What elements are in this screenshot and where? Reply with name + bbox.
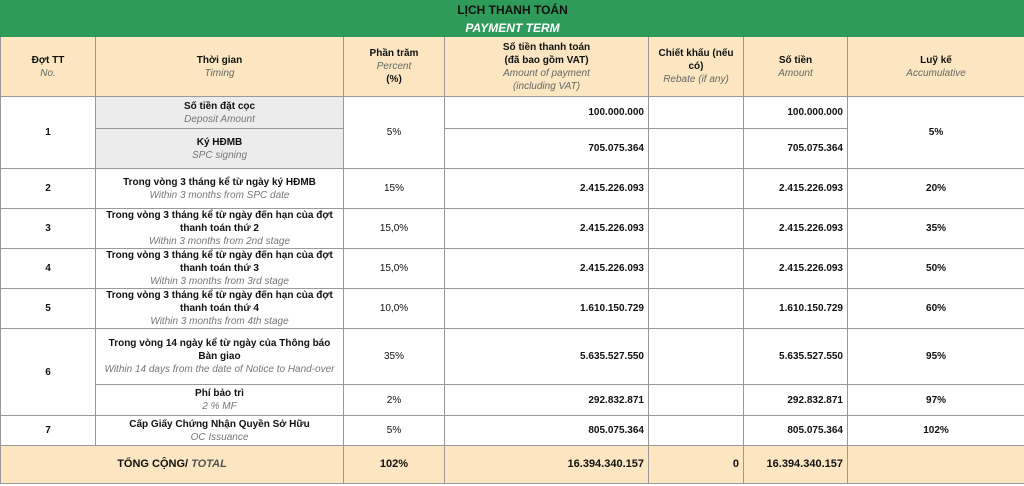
timing-cell bbox=[96, 169, 344, 209]
timing-vi: Trong vòng 3 tháng kể từ ngày đến hạn của đợt thanh toán thứ 4 bbox=[106, 290, 333, 314]
stage-no: 2 bbox=[1, 169, 96, 209]
stage-no: 3 bbox=[1, 209, 96, 249]
header-row bbox=[1, 37, 1024, 97]
timing-vi: Trong vòng 3 tháng kể từ ngày ký HĐMB bbox=[123, 176, 316, 188]
timing-cell bbox=[96, 129, 344, 169]
amount-vat-cell: 1.610.150.729 bbox=[445, 289, 649, 329]
amount-vat-cell: 2.415.226.093 bbox=[445, 249, 649, 289]
header-cumulative-vi: Luỹ kế bbox=[920, 54, 952, 66]
cumulative-cell: 5% bbox=[848, 97, 1024, 169]
total-label-vi: TỔNG CỘNG/ bbox=[117, 458, 189, 470]
table-row bbox=[1, 97, 1024, 129]
amount-cell: 1.610.150.729 bbox=[744, 289, 848, 329]
rebate-cell bbox=[649, 97, 744, 129]
header-percent-vi: Phần trăm bbox=[369, 48, 419, 59]
table-row bbox=[1, 385, 1024, 416]
total-amount-vat: 16.394.340.157 bbox=[445, 446, 649, 484]
total-percent: 102% bbox=[344, 446, 445, 484]
timing-en: Deposit Amount bbox=[184, 113, 255, 125]
header-amount-vat-vi2: (đã bao gồm VAT) bbox=[504, 54, 589, 66]
table-subtitle: PAYMENT TERM bbox=[1, 20, 1024, 37]
total-rebate: 0 bbox=[649, 446, 744, 484]
timing-vi: Ký HĐMB bbox=[196, 136, 243, 148]
timing-cell bbox=[96, 385, 344, 416]
percent-cell: 15% bbox=[344, 169, 445, 209]
cumulative-cell: 102% bbox=[848, 416, 1024, 446]
header-no-vi: Đợt TT bbox=[31, 54, 65, 66]
total-amount: 16.394.340.157 bbox=[744, 446, 848, 484]
header-amount-vat bbox=[445, 37, 649, 97]
amount-vat-cell: 705.075.364 bbox=[445, 129, 649, 169]
timing-cell bbox=[96, 97, 344, 129]
header-cumulative-en: Accumulative bbox=[906, 67, 966, 79]
header-amount-vi: Số tiền bbox=[778, 54, 813, 66]
cumulative-cell: 60% bbox=[848, 289, 1024, 329]
percent-cell: 5% bbox=[344, 416, 445, 446]
timing-en: OC Issuance bbox=[190, 431, 249, 443]
header-amount bbox=[744, 37, 848, 97]
timing-vi: Số tiền đặt cọc bbox=[183, 100, 256, 112]
timing-cell bbox=[96, 209, 344, 249]
timing-en: Within 3 months from 2nd stage bbox=[148, 236, 291, 247]
rebate-cell bbox=[649, 249, 744, 289]
percent-cell: 2% bbox=[344, 385, 445, 416]
stage-no: 5 bbox=[1, 289, 96, 329]
header-cumulative bbox=[848, 37, 1024, 97]
header-amount-vat-en2: (including VAT) bbox=[512, 80, 581, 92]
percent-cell: 10,0% bbox=[344, 289, 445, 329]
timing-vi: Trong vòng 3 tháng kể từ ngày đến hạn của đợt thanh toán thứ 2 bbox=[106, 210, 333, 234]
header-no-en: No. bbox=[40, 67, 56, 79]
cumulative-cell: 20% bbox=[848, 169, 1024, 209]
table-row bbox=[1, 289, 1024, 329]
rebate-cell bbox=[649, 416, 744, 446]
timing-en: 2 % MF bbox=[202, 401, 237, 412]
timing-cell bbox=[96, 416, 344, 446]
table-row bbox=[1, 249, 1024, 289]
rebate-cell bbox=[649, 329, 744, 385]
stage-no: 6 bbox=[1, 329, 96, 416]
stage-no: 7 bbox=[1, 416, 96, 446]
timing-cell bbox=[96, 249, 344, 289]
header-rebate-vi: Chiết khấu (nếu có) bbox=[658, 48, 734, 72]
percent-cell: 15,0% bbox=[344, 209, 445, 249]
table-row bbox=[1, 416, 1024, 446]
cumulative-cell: 95% bbox=[848, 329, 1024, 385]
timing-cell bbox=[96, 289, 344, 329]
amount-cell: 100.000.000 bbox=[744, 97, 848, 129]
amount-vat-cell: 100.000.000 bbox=[445, 97, 649, 129]
total-cumulative bbox=[848, 446, 1024, 484]
stage-no: 4 bbox=[1, 249, 96, 289]
timing-en: Within 3 months from 4th stage bbox=[150, 316, 289, 327]
header-timing-en: Timing bbox=[204, 67, 235, 79]
rebate-cell bbox=[649, 209, 744, 249]
stage-no: 1 bbox=[1, 97, 96, 169]
header-rebate bbox=[649, 37, 744, 97]
timing-vi: Trong vòng 3 tháng kể từ ngày đến hạn của đợt thanh toán thứ 3 bbox=[106, 250, 333, 274]
header-timing bbox=[96, 37, 344, 97]
total-label bbox=[1, 446, 344, 484]
amount-cell: 292.832.871 bbox=[744, 385, 848, 416]
timing-en: Within 3 months from 3rd stage bbox=[150, 276, 289, 287]
table-title: LỊCH THANH TOÁN bbox=[1, 1, 1024, 20]
timing-cell bbox=[96, 329, 344, 385]
amount-cell: 2.415.226.093 bbox=[744, 209, 848, 249]
header-amount-vat-vi1: Số tiền thanh toán bbox=[502, 41, 591, 53]
cumulative-cell: 97% bbox=[848, 385, 1024, 416]
amount-cell: 2.415.226.093 bbox=[744, 169, 848, 209]
header-no bbox=[1, 37, 96, 97]
amount-vat-cell: 5.635.527.550 bbox=[445, 329, 649, 385]
timing-en: Within 3 months from SPC date bbox=[149, 189, 290, 201]
amount-cell: 2.415.226.093 bbox=[744, 249, 848, 289]
total-label-en: TOTAL bbox=[191, 458, 227, 470]
total-row bbox=[1, 446, 1024, 484]
amount-vat-cell: 2.415.226.093 bbox=[445, 169, 649, 209]
amount-cell: 705.075.364 bbox=[744, 129, 848, 169]
header-rebate-en: Rebate (if any) bbox=[663, 74, 729, 85]
rebate-cell bbox=[649, 169, 744, 209]
header-percent bbox=[344, 37, 445, 97]
header-percent-unit: (%) bbox=[386, 74, 402, 85]
timing-en: Within 14 days from the date of Notice to Hand-over bbox=[104, 364, 335, 375]
timing-vi: Trong vòng 14 ngày kể từ ngày của Thông báo Bàn giao bbox=[108, 338, 331, 362]
rebate-cell bbox=[649, 385, 744, 416]
header-amount-en: Amount bbox=[778, 67, 813, 79]
timing-vi: Cấp Giấy Chứng Nhận Quyền Sở Hữu bbox=[129, 418, 310, 430]
amount-vat-cell: 2.415.226.093 bbox=[445, 209, 649, 249]
timing-en: SPC signing bbox=[191, 149, 248, 161]
header-timing-vi: Thời gian bbox=[196, 54, 243, 66]
amount-vat-cell: 292.832.871 bbox=[445, 385, 649, 416]
table-row bbox=[1, 329, 1024, 385]
table-row bbox=[1, 169, 1024, 209]
rebate-cell bbox=[649, 129, 744, 169]
timing-vi: Phí bảo trì bbox=[195, 388, 244, 399]
amount-cell: 5.635.527.550 bbox=[744, 329, 848, 385]
percent-cell: 35% bbox=[344, 329, 445, 385]
amount-vat-cell: 805.075.364 bbox=[445, 416, 649, 446]
header-percent-en: Percent bbox=[376, 61, 412, 72]
percent-cell: 15,0% bbox=[344, 249, 445, 289]
rebate-cell bbox=[649, 289, 744, 329]
table-row bbox=[1, 209, 1024, 249]
cumulative-cell: 35% bbox=[848, 209, 1024, 249]
cumulative-cell: 50% bbox=[848, 249, 1024, 289]
amount-cell: 805.075.364 bbox=[744, 416, 848, 446]
header-amount-vat-en1: Amount of payment bbox=[503, 67, 590, 79]
percent-cell: 5% bbox=[344, 97, 445, 169]
